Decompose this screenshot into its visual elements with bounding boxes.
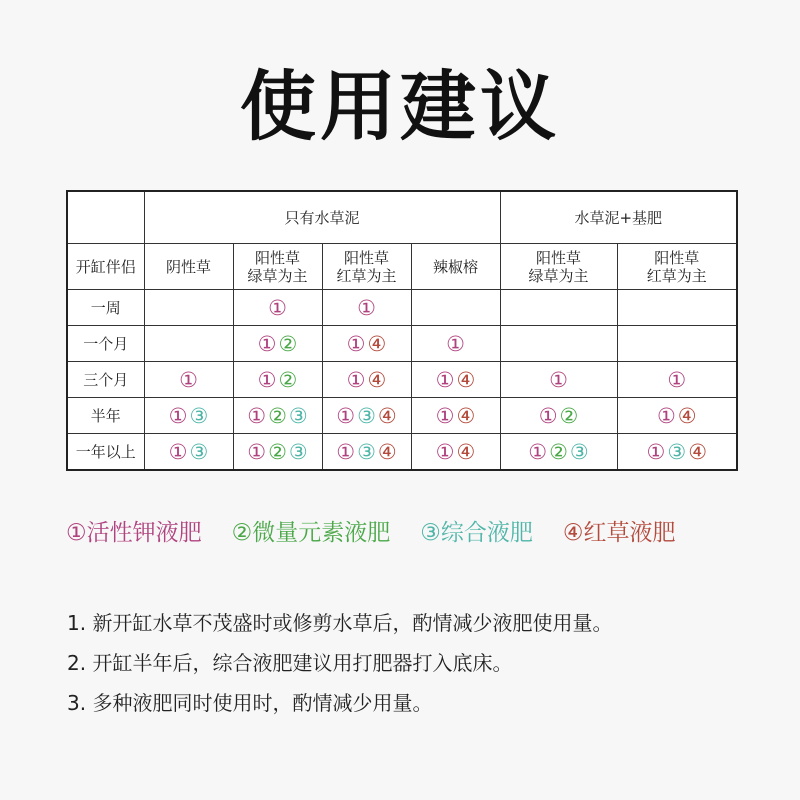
fertilizer-mark-4: ④ [456,367,476,392]
table-cell [411,290,500,326]
fertilizer-mark-1: ① [257,331,277,356]
table-cell [500,326,617,362]
table-cell [322,434,411,471]
table-cell [144,290,233,326]
fertilizer-mark-4: ④ [688,439,708,464]
table-cell [144,398,233,434]
table-cell [233,326,322,362]
table-row [67,326,737,362]
fertilizer-mark-1: ① [247,403,267,428]
subheader-line: 红草为主 [646,266,707,285]
table-cell [500,434,617,471]
usage-table [66,190,738,471]
table-cell [617,434,737,471]
fertilizer-mark-4: ④ [377,403,397,428]
row-label: 一周 [67,290,144,326]
fertilizer-mark-1: ① [336,403,356,428]
fertilizer-mark-1: ① [538,403,558,428]
subheader-3 [411,244,500,290]
fertilizer-mark-1: ① [336,439,356,464]
table-cell [617,290,737,326]
fertilizer-mark-2: ② [278,331,298,356]
fertilizer-mark-2: ② [268,403,287,428]
subheader-line: 红草为主 [336,266,397,285]
fertilizer-mark-4: ④ [367,331,387,356]
fertilizer-mark-4: ④ [456,439,476,464]
fertilizer-mark-1: ① [656,403,676,428]
row-label: 一年以上 [67,434,144,471]
table-row [67,362,737,398]
fertilizer-mark-3: ③ [357,439,376,464]
fertilizer-mark-1: ① [446,331,465,356]
table-cell [411,434,500,471]
page-title: 使用建议 [240,62,560,151]
fertilizer-mark-3: ③ [569,439,589,464]
corner-cell [67,191,144,244]
table-cell [233,362,322,398]
fertilizer-mark-1: ① [168,403,188,428]
fertilizer-mark-4: ④ [377,439,397,464]
legend [66,513,746,553]
note-item: 3. 多种液肥同时使用时，酌情减少用量。 [67,691,433,715]
table-cell [144,326,233,362]
note-item: 2. 开缸半年后，综合液肥建议用打肥器打入底床。 [67,651,513,675]
table-cell [322,290,411,326]
table-cell [500,362,617,398]
note-item: 1. 新开缸水草不茂盛时或修剪水草后，酌情减少液肥使用量。 [67,611,613,635]
subheader-line: 阳性草 [343,248,389,267]
subheader-row [67,244,737,290]
row-label: 三个月 [67,362,144,398]
subheader-line: 绿草为主 [247,266,308,285]
table-cell [322,326,411,362]
table-cell [411,362,500,398]
group-header-soil-base: 水草泥+基肥 [500,191,737,244]
fertilizer-mark-2: ② [549,439,568,464]
subheader-line: 阳性草 [254,248,300,267]
fertilizer-mark-3: ③ [667,439,687,464]
fertilizer-mark-1: ① [435,439,455,464]
fertilizer-mark-4: ④ [677,403,697,428]
row-label: 半年 [67,398,144,434]
subheader-line: 阴性草 [165,257,211,276]
fertilizer-mark-1: ① [268,295,287,320]
table-row [67,434,737,471]
group-header-row [67,191,737,244]
table-cell [617,362,737,398]
fertilizer-mark-3: ③ [357,403,376,428]
table-cell [617,326,737,362]
fertilizer-mark-2: ② [268,439,287,464]
subheader-line: 阳性草 [536,248,582,267]
table-cell [411,398,500,434]
fertilizer-mark-1: ① [357,295,376,320]
notes [67,603,787,723]
fertilizer-mark-1: ① [435,367,455,392]
table-cell [411,326,500,362]
subheader-line: 辣椒榕 [433,257,479,276]
fertilizer-mark-1: ① [168,439,188,464]
legend-item: ③综合液肥 [420,520,533,546]
legend-item: ①活性钾液肥 [66,520,202,546]
table-cell [233,434,322,471]
table-cell [233,290,322,326]
subheader-5 [617,244,737,290]
fertilizer-mark-4: ④ [456,403,476,428]
subheader-1 [233,244,322,290]
table-cell [617,398,737,434]
fertilizer-mark-2: ② [278,367,298,392]
table-cell [500,398,617,434]
table-cell [144,434,233,471]
subheader-line: 阳性草 [654,248,700,267]
fertilizer-mark-3: ③ [189,439,209,464]
fertilizer-mark-3: ③ [189,403,209,428]
fertilizer-mark-4: ④ [367,367,387,392]
fertilizer-mark-1: ① [435,403,455,428]
fertilizer-mark-1: ① [549,367,568,392]
fertilizer-mark-3: ③ [288,403,308,428]
table-body [67,290,737,471]
group-header-soil-only: 只有水草泥 [144,191,500,244]
fertilizer-mark-1: ① [257,367,277,392]
fertilizer-mark-1: ① [646,439,666,464]
table-cell [144,362,233,398]
table-row [67,290,737,326]
fertilizer-mark-3: ③ [288,439,308,464]
subheader-0 [144,244,233,290]
subheader-4 [500,244,617,290]
table-row [67,398,737,434]
fertilizer-mark-2: ② [559,403,579,428]
subheader-2 [322,244,411,290]
row-header-label: 开缸伴侣 [67,244,144,290]
fertilizer-mark-1: ① [667,367,687,392]
subheader-line: 绿草为主 [528,266,589,285]
fertilizer-mark-1: ① [346,367,366,392]
table-cell [233,398,322,434]
legend-item: ④红草液肥 [562,520,676,546]
fertilizer-mark-1: ① [346,331,366,356]
table-cell [500,290,617,326]
table-cell [322,362,411,398]
row-label: 一个月 [67,326,144,362]
legend-item: ②微量元素液肥 [231,520,391,546]
fertilizer-mark-1: ① [528,439,548,464]
table-cell [322,398,411,434]
fertilizer-mark-1: ① [179,367,198,392]
fertilizer-mark-1: ① [247,439,267,464]
